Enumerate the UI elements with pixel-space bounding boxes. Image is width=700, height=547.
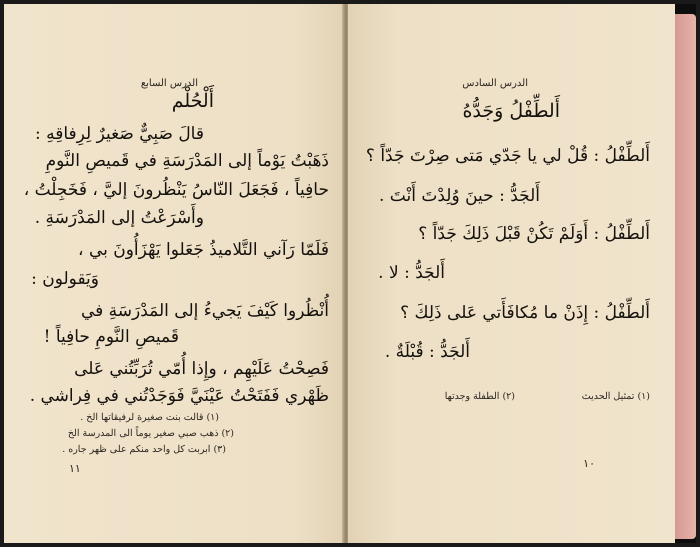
right-footnote-2: (٢) الطفلة وجدتها <box>444 391 515 402</box>
left-line-9: فَصِحْتُ عَلَيْهِم ، وإِذا أُمّي تُرَبِّتُني عَلى <box>74 359 329 379</box>
left-page-number: ١١ <box>69 462 81 475</box>
right-line-2: أَلجَدُّ : حينَ وُلِدْتَ أَنْتَ . <box>379 186 540 206</box>
left-footnote-1: (١) قالت بنت صغيرة لرفيقاتها الخ . <box>80 412 219 423</box>
left-line-1: قالَ صَبِيٌّ صَغيرٌ لِرِفاقِهِ : <box>35 124 204 144</box>
left-page-header: الدرس السابع <box>140 78 198 89</box>
left-page-title: أَلْحُلْم <box>171 90 214 112</box>
left-footnote-3: (٣) ابربت كل واحد منكم على ظهر جاره . <box>62 444 226 455</box>
left-page <box>4 4 344 543</box>
right-line-5: أَلطِّفْلُ : إِذَنْ ما مُكافَأَتي عَلى ذَلِكَ ؟ <box>400 303 650 323</box>
left-footnote-2: (٢) ذهب صبي صغير يوماً الى المدرسة الخ <box>67 428 234 439</box>
left-line-8: قَميصِ النَّومِ حافِياً ! <box>43 327 179 347</box>
left-line-4: وأَسْرَعْتُ إلى المَدْرَسَةِ . <box>34 208 204 228</box>
left-line-2: ذَهَبْتُ يَوْماً إلى المَدْرَسَةِ في قَميصِ النَّومِ <box>45 151 329 171</box>
right-line-3: أَلطِّفْلُ : أَوَلَمْ تَكُنْ قَبْلَ ذَلِكَ جَدّاً ؟ <box>418 224 650 244</box>
book-cover-edge <box>675 14 696 539</box>
book-spread <box>4 4 696 543</box>
right-footnote-1: (١) تمثيل الحديث <box>581 391 650 402</box>
left-line-3: حافِياً ، فَجَعَلَ النّاسُ يَنْظُرونَ إليَّ ، فَخَجِلْتُ ، <box>23 180 329 200</box>
right-page <box>348 4 675 543</box>
right-line-4: أَلجَدُّ : لا . <box>378 263 445 283</box>
left-line-6: وَيَقولون : <box>31 269 99 289</box>
left-line-10: ظَهْري فَفَتَحْتُ عَيْنَيَّ فَوَجَدْتُني في فِراشي . <box>29 386 329 406</box>
left-line-5: فَلَمّا رَآني التَّلاميذُ جَعَلوا يَهْزَأُونَ بي ، <box>78 240 329 260</box>
right-line-1: أَلطِّفْلُ : قُلْ لي يا جَدّي مَتى صِرْتَ جَدّاً ؟ <box>365 146 650 166</box>
right-page-title: أَلطِّفْلُ وَجَدُّهُ <box>462 100 560 122</box>
left-line-7: أُنْظُروا كَيْفَ يَجيءُ إلى المَدْرَسَةِ في <box>80 301 329 321</box>
right-line-6: أَلجَدُّ : قُبْلَةٌ . <box>384 342 470 362</box>
right-page-header: الدرس السادس <box>462 78 528 89</box>
right-page-number: ١٠ <box>583 457 595 470</box>
